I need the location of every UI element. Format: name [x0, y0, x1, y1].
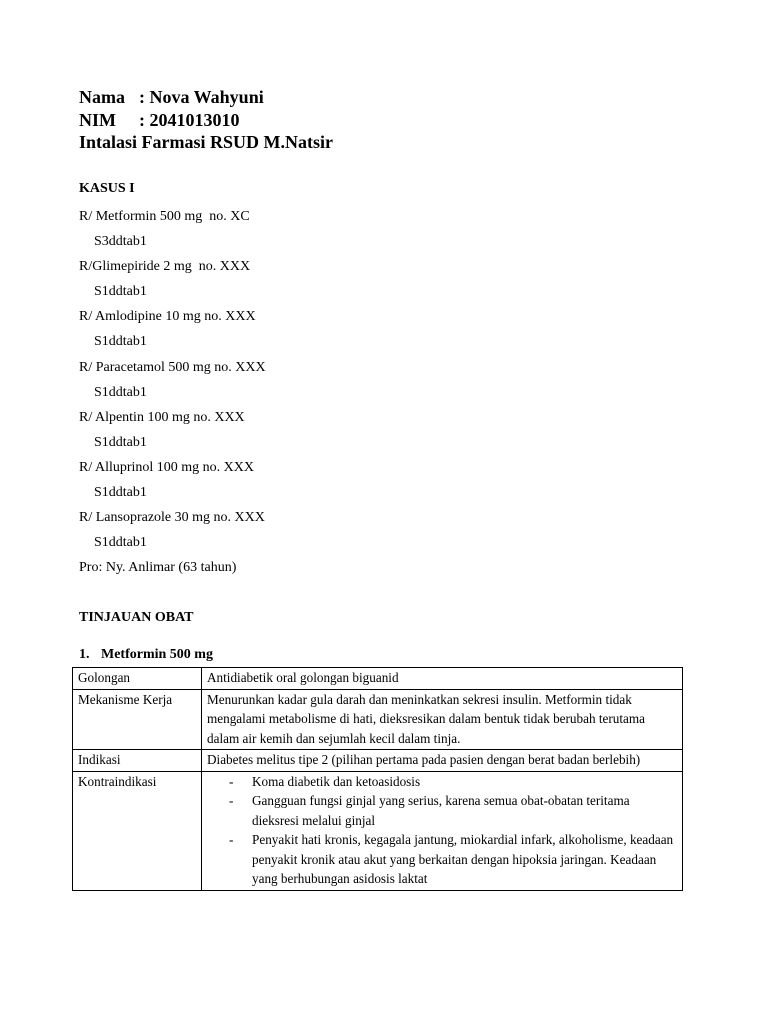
drug-review-table — [72, 667, 683, 891]
kasus-title: KASUS I — [79, 181, 135, 196]
kontraindikasi-list — [207, 772, 677, 889]
mekanisme-label: Mekanisme Kerja — [73, 689, 202, 750]
list-item-text: Penyakit hati kronis, kegagala jantung, miokardial infark, alkoholisme, keadaan penyakit kronik atau akut yang berkaitan dengan hipoksia jaringan. Keadaan yang berhubungan asidosis laktat — [252, 832, 674, 886]
nim-value: : 2041013010 — [139, 109, 240, 130]
nim-label: NIM — [79, 109, 116, 130]
drug-heading — [79, 646, 213, 664]
bullet-dash: - — [229, 832, 234, 847]
mekanisme-value: Menurunkan kadar gula darah dan meninkatkan sekresi insulin. Metformin tidak mengalami metabolisme di hati, dieksresikan dalam bentuk tidak berubah terutama dalam air kemih dan sejumlah kecil dalam tinja. — [202, 689, 683, 750]
name-label: Nama — [79, 87, 125, 107]
drug-number: 1. — [79, 647, 90, 662]
rx-line: R/ Amlodipine 10 mg no. XXX — [79, 309, 256, 325]
kontraindikasi-label: Kontraindikasi — [73, 771, 202, 890]
indikasi-label: Indikasi — [73, 750, 202, 772]
prescription-list — [79, 204, 266, 580]
sig-line: S1ddtab1 — [94, 384, 147, 400]
list-item — [207, 791, 677, 830]
bullet-dash: - — [229, 773, 234, 789]
sig-line: S1ddtab1 — [94, 284, 147, 300]
rx-line: R/ Alluprinol 100 mg no. XXX — [79, 459, 255, 475]
review-title: TINJAUAN OBAT — [79, 610, 194, 625]
rx-line: R/ Paracetamol 500 mg no. XXX — [79, 359, 266, 375]
rx-line: R/ Lansoprazole 30 mg no. XXX — [79, 510, 265, 526]
golongan-label: Golongan — [73, 668, 202, 690]
drug-name: Metformin 500 mg — [101, 647, 213, 662]
sig-line: S1ddtab1 — [94, 535, 147, 551]
kontraindikasi-value — [202, 771, 683, 890]
nim-line — [79, 109, 333, 132]
institution-line: Intalasi Farmasi RSUD M.Natsir — [79, 132, 333, 152]
sig-line: S1ddtab1 — [94, 334, 147, 350]
table-row — [73, 668, 683, 690]
name-line — [79, 86, 333, 109]
list-item — [207, 830, 677, 889]
list-item-text: Koma diabetik dan ketoasidosis — [252, 773, 421, 789]
golongan-value: Antidiabetik oral golongan biguanid — [202, 668, 683, 690]
patient-line: Pro: Ny. Anlimar (63 tahun) — [79, 560, 237, 576]
list-item-text: Gangguan fungsi ginjal yang serius, karena semua obat-obatan teritama dieksresi melalui ginjal — [252, 793, 630, 828]
indikasi-value: Diabetes melitus tipe 2 (pilihan pertama pada pasien dengan berat badan berlebih) — [202, 750, 683, 772]
rx-line: R/ Alpentin 100 mg no. XXX — [79, 409, 245, 425]
table-row — [73, 750, 683, 772]
sig-line: S1ddtab1 — [94, 485, 147, 501]
list-item — [207, 772, 677, 792]
table-row — [73, 689, 683, 750]
name-value: : Nova Wahyuni — [139, 87, 264, 107]
bullet-dash: - — [229, 793, 234, 808]
table-row — [73, 771, 683, 890]
rx-line: R/Glimepiride 2 mg no. XXX — [79, 259, 251, 275]
rx-line: R/ Metformin 500 mg no. XC — [79, 209, 250, 224]
sig-line: S1ddtab1 — [94, 434, 147, 450]
student-header — [79, 86, 333, 154]
sig-line: S3ddtab1 — [94, 234, 147, 250]
